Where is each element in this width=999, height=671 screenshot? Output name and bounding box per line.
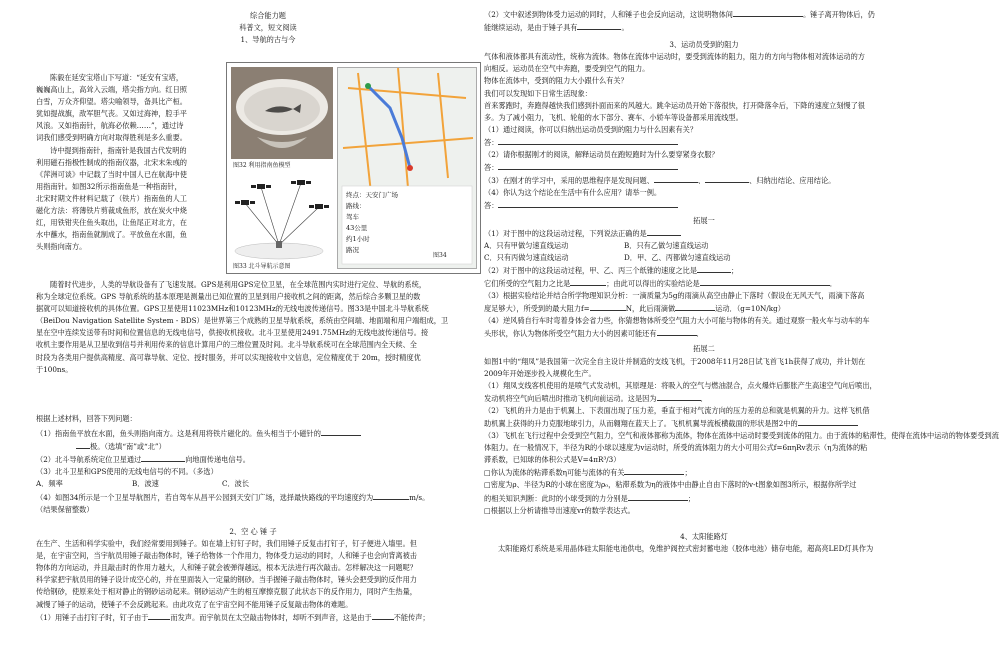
q4-line-a: （4）如图34所示是一个卫星导航图片，若自驾车从昌平公园到天安门广场，选择最快路线的平均速度约为 m/s。 [36, 492, 430, 502]
fig34-caption: 图34 [433, 252, 447, 259]
e1-opts-row2: C．只有丙做匀速直线运动 D．甲、乙、丙都做匀速直线运动 [484, 252, 731, 262]
e1-opts-row1: A．只有甲做匀速直线运动 B．只有乙做匀速直线运动 [484, 240, 709, 250]
answer-blank[interactable] [577, 21, 621, 30]
section1-intro [36, 72, 188, 253]
q2-line: （2）北斗导航系统定位卫星通过 向地面传递电信号。 [36, 455, 250, 465]
questions-intro: 根据上述材料，回答下列问题： [36, 414, 137, 423]
e1-q2: （2）对于图中的这段运动过程，甲、乙、丙三个纸锥的速度之比是 ； [484, 265, 739, 275]
answer-blank[interactable] [654, 174, 698, 183]
section2-continued [484, 8, 999, 555]
e1-q3-a: （3）根据实验结论并结合所学物理知识分析：一滴质量为5g的雨滴从高空由静止下落时（假设在无风天气，雨滴下落高 [484, 291, 865, 301]
text-line: 减慢了锤子的运动，使锤子不会反跳起来。由此攻克了在宇宙空间不能用锤子反复敲击物体的难题。 [36, 599, 353, 609]
s3-q4: （4）你认为这个结论在生活中有什么应用？请举一例。 [484, 188, 662, 198]
section1-title: 1、导航的古与今 [240, 35, 296, 45]
text-line: 于100ns。 [36, 364, 73, 374]
text-line: 收机主要作用是从卫星收到信号并利用传来的信息计算用户的三维位置及时间。北斗导航系统可在全球范围内全天候、全 [36, 340, 417, 350]
e2-q1-b: 发动机将空气向后喷出时推动飞机向前运动。这是因为 ． [484, 393, 708, 403]
text-line: 水中蘸水，指南鱼就制成了。平放鱼在水面，鱼 [36, 230, 187, 240]
e2-b1: □你认为流体的粘滞系数η可能与流体的有关 ； [484, 468, 692, 478]
e2-b2-a: □密度为ρ、半径为R的小球在密度为ρ₀，粘滞系数为η的液体中由静止自由下落时的v-t图象如图3所示，根据你所学过 [484, 480, 857, 490]
text-line: 《萍洲可谈》中记载了当时中国人已在航海中使 [36, 169, 187, 179]
text-line: 路况 [346, 246, 359, 254]
answer-blank[interactable] [647, 227, 681, 236]
text-line: 陈毅在延安宝塔山下写道：“延安有宝塔， [50, 73, 184, 82]
figures-panel [226, 62, 481, 274]
e1-q4-b: 头形状，你认为物体所受空气阻力大小的因素可能还有 ． [484, 329, 704, 339]
ext2-title: 拓展二 [693, 344, 715, 354]
answer-blank[interactable] [321, 427, 361, 436]
satellite-diagram [231, 173, 333, 261]
text-line: 词我们感受到明确方向对取得胜利是多么重要。 [36, 133, 187, 143]
text-line: 时段为各类用户提供高精度、高可靠导航、定位、授时服务，并可以实现接收中文信息，定位精度优于 20m，授时精度优 [36, 352, 421, 362]
answer-blank[interactable] [657, 327, 697, 336]
text-line: 路线： [346, 202, 366, 210]
section3-title: 3、运动员受到的阻力 [669, 40, 739, 50]
section2-q1: （1）用锤子击打钉子时，钉子由于 而发声。而宇航员在太空敲击物体时，却听不到声音，这是由于 不能传声； [36, 612, 430, 622]
e2-b3: □根据以上分析请推导出速度vr的数学表达式。 [484, 505, 635, 515]
answer-blank[interactable] [657, 392, 701, 401]
compass-fish-image [231, 67, 333, 171]
s3-a4: 答： [484, 199, 924, 212]
page-title: 综合能力题 [250, 11, 286, 20]
text-line: 传给钢砂，使原来处于相对静止的钢砂运动起来。钢砂运动产生的相互摩擦克服了此状态下的反作用力，同时产生热量， [36, 587, 417, 597]
text-line: 利用磁石指极性制成的指南仪器，北宋末朱彧的 [36, 157, 187, 167]
text-line: 多。为了减小阻力，飞机、轮船的水下部分、赛车、小轿车等设备都采用流线型。 [484, 112, 743, 122]
answer-blank[interactable] [705, 174, 749, 183]
e2-q2-a: （2）飞机的升力是由于机翼上、下表面出现了压力差，垂直于相对气流方向的压力差的总和就是机翼的升力。这样飞机借 [484, 405, 870, 415]
answer-blank[interactable] [148, 611, 170, 620]
answer-blank[interactable] [498, 161, 678, 170]
text-line: 43公里 [346, 224, 368, 232]
section4-title: 4、太阳能路灯 [680, 531, 728, 541]
text-line: 是，在宇宙空间，当宇航员用锤子敲击物体时，锤子给物体一个作用力，物体受力运动的同时，人和锤子也会向背离被击 [36, 551, 417, 561]
section1-questions [36, 413, 470, 516]
e1-q1: （1）对于图中的这段运动过程，下列说法正确的是 [484, 227, 924, 240]
answer-blank[interactable] [700, 277, 830, 286]
s3-q3: （3）在刚才的学习中，采用的思维程序是发现问题、 、 、归纳出结论、应用结论。 [484, 176, 836, 186]
text-line: 白雪，万众齐仰望。塔尖喻领导，备具比产桓。 [36, 97, 187, 107]
answer-blank[interactable] [76, 440, 90, 449]
q1-line-a: （1）指南鱼平放在水面，鱼头则指向南方。这是利用将铁片磁化的。鱼头相当于小磁针的 [36, 427, 470, 440]
text-line: 头则指向南方。 [36, 242, 87, 252]
s2-q2-line-a: （2）文中叙述到物体受力运动的同时，人和锤子也会反向运动，这说明物体间 。锤子离开物体后，仍 [484, 10, 875, 19]
answer-blank[interactable] [372, 611, 394, 620]
answer-blank[interactable] [798, 417, 858, 426]
fig32-caption: 图32 利用指南鱼模型 [233, 162, 291, 169]
q1-line-b: 极。（选填“南”或“北”） [36, 440, 470, 453]
answer-blank[interactable] [498, 136, 678, 145]
s2-q2-line-b: 能继续运动，是由于锤子具有 。 [484, 23, 629, 33]
text-line: 风浪。又如指南针，航海必依赖……”，通过诗 [36, 121, 184, 131]
text-line: 向相反。运动员在空气中奔跑，要受到空气的阻力。 [484, 64, 650, 74]
text-line: 驾车 [346, 213, 359, 221]
text-line: 我们可以发现如下日常生活现象： [484, 88, 592, 98]
answer-blank[interactable] [697, 264, 731, 273]
answer-blank[interactable] [675, 302, 715, 311]
e1-q2b: 它们所受的空气阻力之比是 ；由此可以得出的实验结论是 ． [484, 278, 837, 288]
answer-blank[interactable] [590, 302, 626, 311]
text-line: 磁化方法：将薄铁片剪裁成鱼形，放在炭火中烧 [36, 206, 187, 216]
e1-q4-a: （4）逆风骑自行车时弯着身体会省力些，你猜想物体所受空气阻力大小可能与物体的有关。通过观察一般火车与动车的车 [484, 316, 870, 326]
text-line: 据就可以知道接收机的具体位置。GPS卫星使用11023MHz和10123MHz的无线电波传递信号。图33是中国北斗导航系统 [36, 304, 429, 314]
text-line: 在生产、生活和科学实验中，我们经常要用到锤子。如在墙上钉钉子时，我们用锤子反复击打钉子，钉子便进入墙里。但 [36, 539, 417, 549]
text-line: 诗中提到指南针，指南针是我国古代发明的 [50, 145, 187, 155]
map-info-panel [346, 190, 398, 256]
text-line: 随着时代进步，人类的导航设备有了飞速发展。GPS是利用GPS定位卫星，在全球范围内实时进行定位、导航的系统， [50, 280, 427, 289]
text-line: 北宋时期文件材料记载了（铁片）指南鱼的人工 [36, 193, 187, 203]
e2-q3-c: 滞系数，已知球的体积公式是V=4πR³/3） [484, 455, 621, 465]
answer-blank[interactable] [628, 492, 688, 501]
text-line: 物体在流体中，受到的阻力大小跟什么有关？ [484, 76, 628, 86]
text-line: 称为全球定位系统。GPS 导航系统的基本原理是测量出已知位置的卫星到用户接收机之间的距离，然后综合多颗卫星的数 [36, 292, 421, 302]
s3-q1: （1）通过阅读，你可以归纳出运动员受到的阻力与什么因素有关？ [484, 124, 698, 134]
section1-para2 [36, 279, 470, 376]
s3-q2: （2）请你根据刚才的阅读，解释运动员在跑短跑时为什么要穿紧身衣服？ [484, 150, 719, 160]
q3-options: A．频率 B．波速 C．波长 [36, 479, 250, 489]
ext1-title: 拓展一 [693, 215, 715, 225]
s3-a1: 答： [484, 136, 924, 149]
answer-blank[interactable] [733, 8, 803, 17]
text-line: 如图1中的“翔凤”是我国第一次完全自主设计并制造的支线飞机，于2008年11月28日试飞首飞1h获得了成功，并计划在 [484, 356, 866, 366]
section2 [36, 526, 470, 624]
e2-q2-b: 助机翼上获得的升力克服地球引力，从而翱翔在蓝天上了。飞机机翼导流板横截面的形状是图2中的 [484, 417, 924, 430]
text-line: 终点：天安门广场 [346, 191, 398, 199]
fig33-diagram [231, 173, 333, 271]
answer-blank[interactable] [498, 199, 678, 208]
text-line: 用指南针。如图32所示指南鱼是一种指南针， [36, 181, 182, 191]
q3-line: （3）北斗卫星和GPS使用的无线电信号的不同。（多选） [36, 467, 218, 477]
fig32-photo [231, 67, 333, 171]
answer-blank[interactable] [373, 491, 409, 500]
answer-blank[interactable] [570, 277, 606, 286]
e2-q3-a: （3）飞机在飞行过程中会受到空气阻力，空气和液体都称为流体，物体在流体中运动时要受到流体的阻力。由于流体的粘滞性，使得在流体中运动的物体要受到流 [484, 431, 999, 441]
q4-line-b: （结果保留整数） [36, 504, 94, 514]
section4-body: 太阳能路灯系统是采用晶体硅太阳能电池供电，免维护阀控式密封蓄电池（胶体电池）储存电能，超高亮LED灯具作为 [498, 543, 874, 553]
s3-a2: 答： [484, 161, 924, 174]
text-line: 2009年开始逐步投入规模化生产。 [484, 368, 596, 378]
fig33-caption: 图33 北斗导航示意图 [233, 263, 291, 270]
text-line: 犹如提战旗，敌军胆气丧。又如过海神，腔手平 [36, 109, 187, 119]
text-line: （BeiDou Navigation Satellite System - BDS）是世界第三个成熟的卫星导航系统，系统由空间端、地面端和用户端组成，卫 [36, 316, 449, 326]
text-line: 约1小时 [346, 235, 370, 243]
e1-q3-b: 度足够大），所受到的最大阻力f= N，此后雨滴做 运动．（g=10N/kg） [484, 304, 785, 314]
e2-b2-b: 的相关知识判断：此时的小球受到的力分别是 ； [484, 493, 695, 503]
text-line: 物体的方向运动，并且敲击时的作用力越大，人和锤子就会被弹得越远，根本无法进行再次敲击。怎样解决这一问题呢？ [36, 563, 417, 573]
text-line: 首来雾跑时，奔跑得越快我们感到扑面而来的风越大。跳伞运动员开始下落很快，打开降落伞后，下降的速度立刻慢了很 [484, 100, 865, 110]
text-line: 红，用铁钳夹住鱼头取出，让鱼尾正对北方，在 [36, 218, 187, 228]
page-subtitle: 科普文，短文阅读 [239, 23, 297, 33]
answer-blank[interactable] [624, 466, 684, 475]
text-line: 气体和液体都具有流动性，统称为流体。物体在流体中运动时，要受到流体的阻力，阻力的方向与物体相对流体运动的方 [484, 52, 865, 62]
e2-q3-b: 体阻力。在一般情况下，半径为R的小球以速度为v运动时，所受的流体阻力的大小可用公式f=6πηRv表示（η为流体的粘 [484, 443, 868, 453]
e2-q1-a: （1）翔凤支线客机使用的是喷气式发动机，其原理是：将吸入的空气与燃油混合，点火爆炸后膨胀产生高速空气向后喷出， [484, 380, 877, 390]
section2-title: 2、空 心 锤 子 [229, 527, 277, 536]
fig34-map [337, 67, 477, 269]
section2-body [36, 538, 470, 611]
text-line: 星在空中连续发送带有时间和位置信息的无线电信号，供接收机接收。北斗卫星使用2491.75MHz的无线电波传递信号。接 [36, 328, 429, 338]
answer-blank[interactable] [141, 453, 185, 462]
ext2-body [484, 356, 924, 380]
section3-body [484, 51, 924, 124]
text-line: 巍巍高山上，高耸入云端，塔尖指方向。红日照 [36, 85, 187, 95]
text-line: 科学家把宇航员用的锤子设计成空心的，并在里面装入一定量的钢砂。当手握锤子敲击物体时，锤头会把受到的反作用力 [36, 575, 417, 585]
